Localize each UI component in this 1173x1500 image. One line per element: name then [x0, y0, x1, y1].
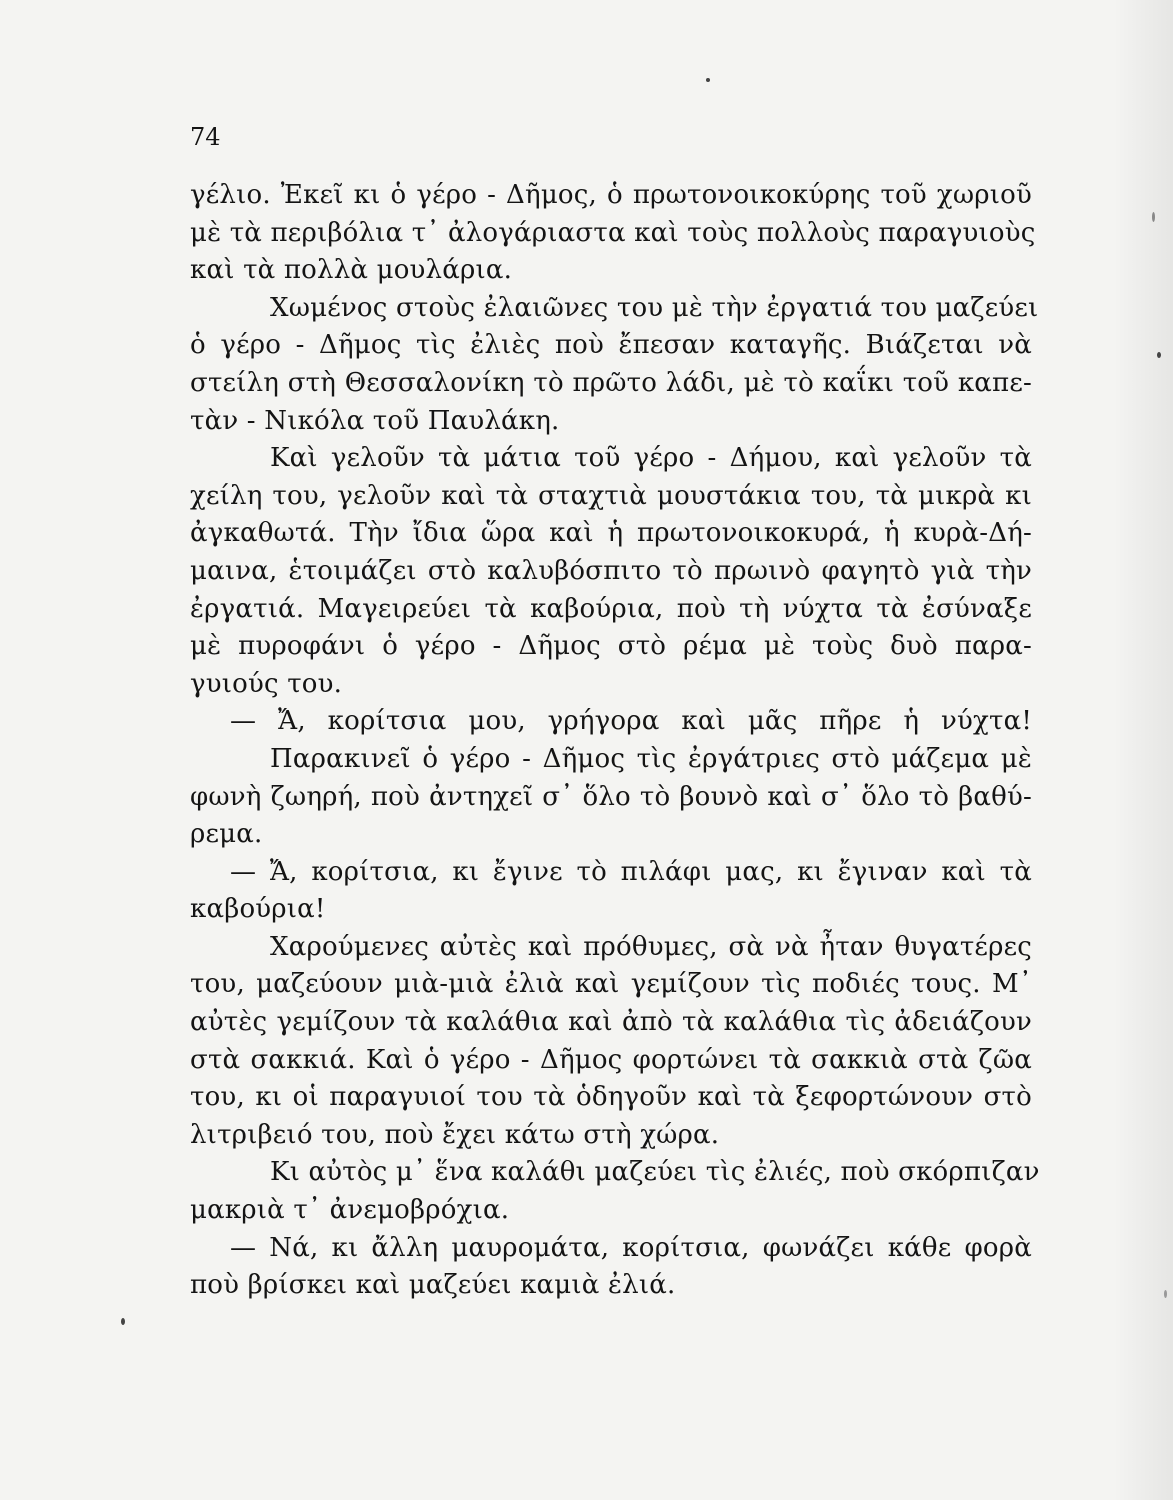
scan-speck — [706, 78, 710, 82]
text-line: του, κι οἱ παραγυιοί του τὰ ὁδηγοῦν καὶ τὰ ξεφορτώνουν στὸ — [190, 1082, 1032, 1113]
text-line: Χωμένος στοὺς ἐλαιῶνες του μὲ τὴν ἐργατιά του μαζεύει — [270, 292, 1039, 323]
text-line: — Ἄ, κορίτσια, κι ἔγινε τὸ πιλάφι μας, κι ἔγιναν καὶ τὰ — [230, 856, 1032, 887]
text-line: φωνὴ ζωηρή, ποὺ ἀντηχεῖ σ᾿ ὅλο τὸ βουνὸ καὶ σ᾿ ὅλο τὸ βαθύ- — [190, 781, 1032, 812]
text-line: ρεμα. — [190, 819, 263, 850]
text-line: Καὶ γελοῦν τὰ μάτια τοῦ γέρο - Δήμου, καὶ γελοῦν τὰ — [270, 443, 1032, 474]
scan-speck — [1164, 1290, 1167, 1298]
scan-speck — [1152, 212, 1155, 222]
text-line: Χαρούμενες αὐτὲς καὶ πρόθυμες, σὰ νὰ ἦταν θυγατέρες — [270, 931, 1032, 962]
scan-shadow — [1113, 0, 1173, 1500]
scan-speck — [1157, 352, 1161, 358]
text-line: ἀγκαθωτά. Τὴν ἴδια ὥρα καὶ ἡ πρωτονοικοκυρά, ἡ κυρὰ-Δή- — [190, 518, 1032, 549]
text-line: γυιούς του. — [190, 668, 343, 699]
text-line: μακριὰ τ᾿ ἀνεμοβρόχια. — [190, 1195, 510, 1226]
page-number: 74 — [190, 123, 221, 151]
text-line: — Νά, κι ἄλλη μαυρομάτα, κορίτσια, φωνάζει κάθε φορὰ — [230, 1232, 1032, 1263]
text-line: χείλη του, γελοῦν καὶ τὰ σταχτιὰ μουστάκια του, τὰ μικρὰ κι — [190, 480, 1032, 511]
text-line: μὲ τὰ περιβόλια τ᾿ ἀλογάριαστα καὶ τοὺς πολλοὺς παραγυιοὺς — [190, 217, 1036, 248]
text-line: καὶ τὰ πολλὰ μουλάρια. — [190, 255, 513, 286]
text-line: του, μαζεύουν μιὰ-μιὰ ἐλιὰ καὶ γεμίζουν τὶς ποδιές τους. Μ᾿ — [190, 969, 1032, 1000]
text-line: ποὺ βρίσκει καὶ μαζεύει καμιὰ ἐλιά. — [190, 1270, 676, 1301]
text-line: ὁ γέρο - Δῆμος τὶς ἐλιὲς ποὺ ἔπεσαν καταγῆς. Βιάζεται νὰ — [190, 330, 1032, 361]
text-line: στείλη στὴ Θεσσαλονίκη τὸ πρῶτο λάδι, μὲ τὸ καΐκι τοῦ καπε- — [190, 367, 1032, 398]
text-line: στὰ σακκιά. Καὶ ὁ γέρο - Δῆμος φορτώνει τὰ σακκιὰ στὰ ζῶα — [190, 1044, 1032, 1075]
text-line: — Ἄ, κορίτσια μου, γρήγορα καὶ μᾶς πῆρε ἡ νύχτα! — [230, 706, 1032, 737]
text-line: τὰν - Νικόλα τοῦ Παυλάκη. — [190, 405, 560, 436]
text-line: Παρακινεῖ ὁ γέρο - Δῆμος τὶς ἐργάτριες στὸ μάζεμα μὲ — [270, 743, 1032, 774]
text-line: Κι αὐτὸς μ᾿ ἕνα καλάθι μαζεύει τὶς ἐλιές, ποὺ σκόρπιζαν — [270, 1157, 1040, 1188]
body-text — [190, 177, 1040, 1305]
text-line: ἐργατιά. Μαγειρεύει τὰ καβούρια, ποὺ τὴ νύχτα τὰ ἐσύναξε — [190, 593, 1032, 624]
text-line: αὐτὲς γεμίζουν τὰ καλάθια καὶ ἀπὸ τὰ καλάθια τὶς ἀδειάζουν — [190, 1007, 1032, 1038]
text-line: μαινα, ἑτοιμάζει στὸ καλυβόσπιτο τὸ πρωινὸ φαγητὸ γιὰ τὴν — [190, 555, 1032, 586]
scan-speck — [121, 1318, 125, 1325]
text-line: μὲ πυροφάνι ὁ γέρο - Δῆμος στὸ ρέμα μὲ τοὺς δυὸ παρα- — [190, 631, 1032, 662]
text-line: λιτριβειό του, ποὺ ἔχει κάτω στὴ χώρα. — [190, 1119, 720, 1150]
text-line: καβούρια! — [190, 894, 326, 925]
text-line: γέλιο. Ἐκεῖ κι ὁ γέρο - Δῆμος, ὁ πρωτονοικοκύρης τοῦ χωριοῦ — [190, 180, 1032, 210]
